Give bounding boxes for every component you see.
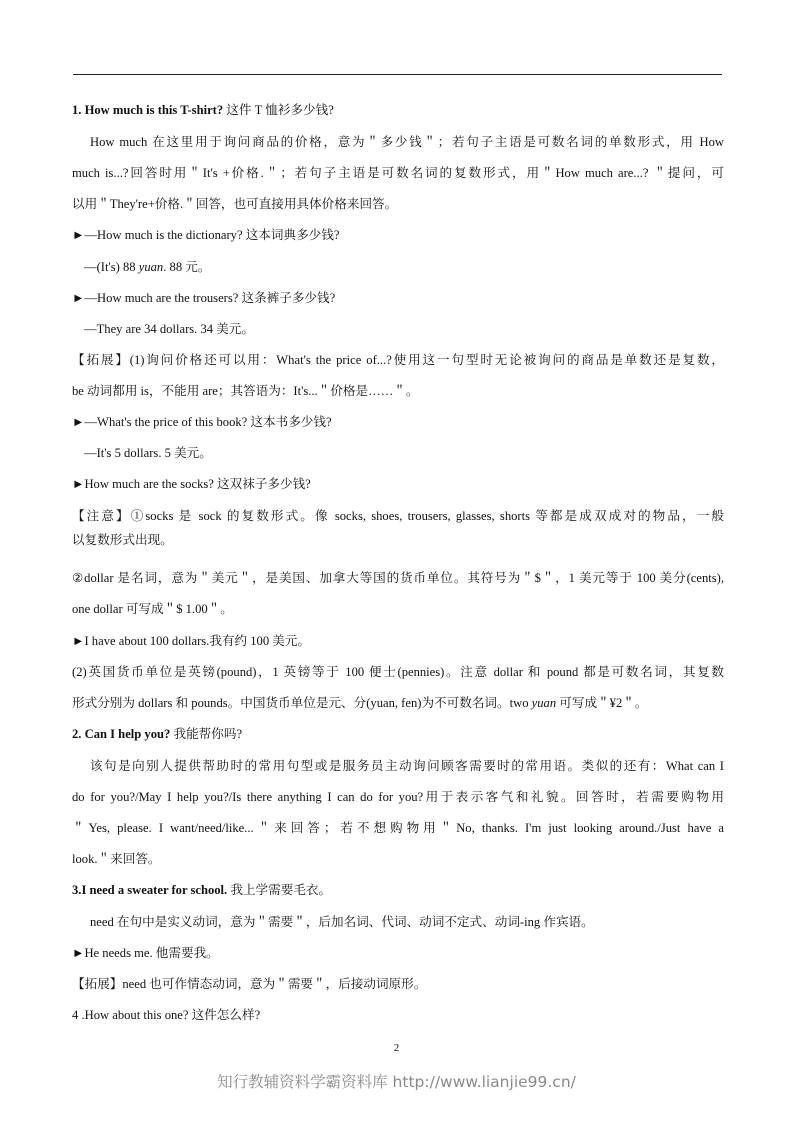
paragraph-line: need 在句中是实义动词，意为＂需要＂，后加名词、代词、动词不定式、动词-ing 作宾语。 <box>90 915 594 929</box>
paragraph-line: 以用＂They're+价格.＂回答，也可直接用具体价格来回答。 <box>72 197 398 211</box>
example-answer: —It's 5 dollars. 5 美元。 <box>84 446 212 460</box>
footer-watermark: 知行教辅资料学霸资料库 http://www.lianjie99.cn/ <box>217 1073 576 1091</box>
paragraph-line: be 动词都用 is，不能用 are；其答语为：It's...＂价格是……＂。 <box>72 384 419 398</box>
paragraph-line: How much 在这里用于询问商品的价格，意为＂多少钱＂；若句子主语是可数名词的单数形式，用 How <box>90 135 724 149</box>
paragraph-line: 形式分别为 dollars 和 pounds。中国货币单位是元、分(yuan, fen)为不可数名词。two yuan 可写成＂¥2＂。 <box>72 696 648 710</box>
example-line: ►—How much is the dictionary? 这本词典多少钱? <box>72 228 340 242</box>
example-line: ►—What's the price of this book? 这本书多少钱? <box>72 415 332 429</box>
heading-4: 4 .How about this one? 这件怎么样? <box>72 1008 261 1022</box>
heading-3: 3.I need a sweater for school. 我上学需要毛衣。 <box>72 883 332 897</box>
paragraph-line: one dollar 可写成＂$ 1.00＂。 <box>72 602 233 616</box>
extension-note: 【拓展】need 也可作情态动词，意为＂需要＂，后接动词原形。 <box>72 977 427 991</box>
example-answer: —They are 34 dollars. 34 美元。 <box>84 322 254 336</box>
paragraph-line: do for you?/May I help you?/Is there anything I can do for you?用于表示客气和礼貌。回答时，若需要购物用 <box>72 790 724 804</box>
example-line: ►How much are the socks? 这双袜子多少钱? <box>72 477 311 491</box>
attention-note: 【注意】①socks 是 sock 的复数形式。像 socks, shoes, trousers, glasses, shorts 等都是成双成对的物品，一般 <box>72 509 724 523</box>
paragraph-line: ②dollar 是名词，意为＂美元＂，是美国、加拿大等国的货币单位。其符号为＂$＂，1 美元等于 100 美分(cents), <box>72 571 724 585</box>
paragraph-line: 该句是向别人提供帮助时的常用句型或是服务员主动询问顾客需要时的常用语。类似的还有：What can I <box>90 759 724 773</box>
heading-1: 1. How much is this T-shirt? 这件 T 恤衫多少钱? <box>72 103 334 117</box>
paragraph-line: 以复数形式出现。 <box>72 533 173 547</box>
paragraph-line: (2)英国货币单位是英镑(pound)，1 英镑等于 100 便士(pennies)。注意 dollar 和 pound 都是可数名词，其复数 <box>72 665 724 679</box>
header-rule <box>73 74 722 75</box>
example-answer: —(It's) 88 yuan. 88 元。 <box>84 260 211 274</box>
paragraph-line: ＂Yes, please. I want/need/like...＂来回答；若不想购物用＂No, thanks. I'm just looking around./Just have a <box>72 821 724 835</box>
extension-note: 【拓展】(1)询问价格还可以用：What's the price of...?使用这一句型时无论被询问的商品是单数还是复数， <box>72 353 724 367</box>
page-number: 2 <box>393 1042 400 1054</box>
example-line: ►I have about 100 dollars.我有约 100 美元。 <box>72 634 311 648</box>
example-line: ►He needs me. 他需要我。 <box>72 946 219 960</box>
paragraph-line: much is...?回答时用＂It's +价格.＂；若句子主语是可数名词的复数形式，用＂How much are...? ＂提问，可 <box>72 166 724 180</box>
example-line: ►—How much are the trousers? 这条裤子多少钱? <box>72 291 336 305</box>
paragraph-line: look.＂来回答。 <box>72 852 161 866</box>
heading-2: 2. Can I help you? 我能帮你吗? <box>72 727 243 741</box>
